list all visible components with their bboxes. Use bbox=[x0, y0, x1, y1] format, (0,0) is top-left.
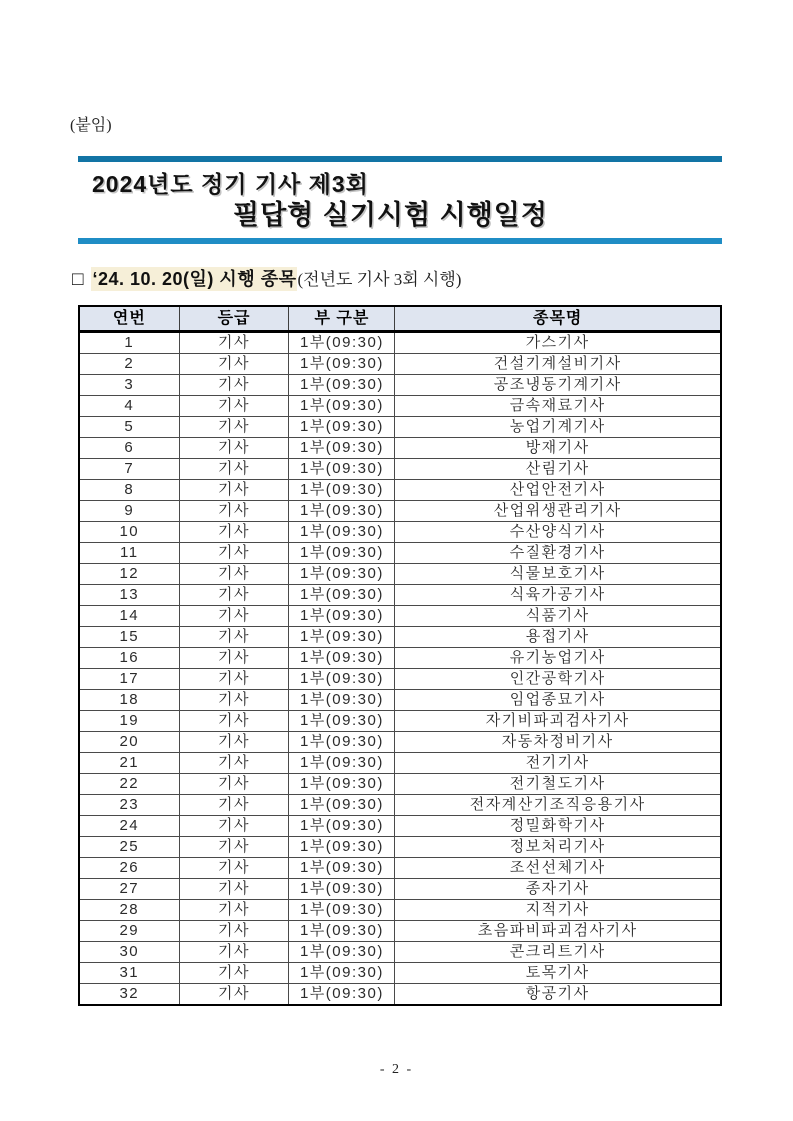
cell-subject: 콘크리트기사 bbox=[395, 942, 721, 963]
table-row bbox=[79, 879, 721, 900]
cell-session: 1부(09:30) bbox=[289, 711, 395, 732]
cell-grade: 기사 bbox=[179, 795, 289, 816]
cell-subject: 식품기사 bbox=[395, 606, 721, 627]
cell-session: 1부(09:30) bbox=[289, 669, 395, 690]
cell-grade: 기사 bbox=[179, 522, 289, 543]
attachment-label: (붙임) bbox=[70, 117, 112, 134]
cell-session: 1부(09:30) bbox=[289, 606, 395, 627]
section-heading-highlighted-text: ‘24. 10. 20(일) 시행 종목 bbox=[92, 269, 297, 289]
cell-grade: 기사 bbox=[179, 837, 289, 858]
cell-session: 1부(09:30) bbox=[289, 732, 395, 753]
cell-no: 3 bbox=[79, 375, 179, 396]
cell-session: 1부(09:30) bbox=[289, 879, 395, 900]
cell-no: 30 bbox=[79, 942, 179, 963]
cell-no: 10 bbox=[79, 522, 179, 543]
checkbox-square-icon: □ bbox=[72, 269, 84, 290]
cell-grade: 기사 bbox=[179, 753, 289, 774]
cell-no: 18 bbox=[79, 690, 179, 711]
cell-grade: 기사 bbox=[179, 375, 289, 396]
cell-grade: 기사 bbox=[179, 984, 289, 1006]
cell-no: 23 bbox=[79, 795, 179, 816]
table-row bbox=[79, 837, 721, 858]
title-top-rule bbox=[78, 156, 722, 162]
cell-no: 19 bbox=[79, 711, 179, 732]
cell-session: 1부(09:30) bbox=[289, 816, 395, 837]
table-row bbox=[79, 921, 721, 942]
cell-no: 17 bbox=[79, 669, 179, 690]
table-row bbox=[79, 942, 721, 963]
cell-subject: 인간공학기사 bbox=[395, 669, 721, 690]
cell-session: 1부(09:30) bbox=[289, 753, 395, 774]
table-row bbox=[79, 459, 721, 480]
cell-subject: 식육가공기사 bbox=[395, 585, 721, 606]
table-row bbox=[79, 543, 721, 564]
table-row bbox=[79, 774, 721, 795]
cell-subject: 건설기계설비기사 bbox=[395, 354, 721, 375]
table-row bbox=[79, 480, 721, 501]
cell-grade: 기사 bbox=[179, 900, 289, 921]
cell-grade: 기사 bbox=[179, 585, 289, 606]
cell-no: 22 bbox=[79, 774, 179, 795]
cell-session: 1부(09:30) bbox=[289, 942, 395, 963]
cell-no: 28 bbox=[79, 900, 179, 921]
cell-session: 1부(09:30) bbox=[289, 837, 395, 858]
cell-no: 29 bbox=[79, 921, 179, 942]
cell-grade: 기사 bbox=[179, 396, 289, 417]
table-row bbox=[79, 501, 721, 522]
table-row bbox=[79, 732, 721, 753]
cell-grade: 기사 bbox=[179, 543, 289, 564]
cell-session: 1부(09:30) bbox=[289, 564, 395, 585]
table-row bbox=[79, 753, 721, 774]
cell-session: 1부(09:30) bbox=[289, 417, 395, 438]
document-content bbox=[70, 0, 722, 1006]
table-row bbox=[79, 417, 721, 438]
table-row bbox=[79, 438, 721, 459]
cell-subject: 산업위생관리기사 bbox=[395, 501, 721, 522]
cell-subject: 용접기사 bbox=[395, 627, 721, 648]
table-row bbox=[79, 795, 721, 816]
cell-subject: 토목기사 bbox=[395, 963, 721, 984]
cell-session: 1부(09:30) bbox=[289, 438, 395, 459]
cell-grade: 기사 bbox=[179, 732, 289, 753]
cell-subject: 전기철도기사 bbox=[395, 774, 721, 795]
cell-subject: 전자계산기조직응용기사 bbox=[395, 795, 721, 816]
cell-session: 1부(09:30) bbox=[289, 543, 395, 564]
title-block bbox=[78, 156, 722, 244]
cell-session: 1부(09:30) bbox=[289, 795, 395, 816]
cell-session: 1부(09:30) bbox=[289, 375, 395, 396]
cell-grade: 기사 bbox=[179, 438, 289, 459]
cell-no: 12 bbox=[79, 564, 179, 585]
cell-grade: 기사 bbox=[179, 354, 289, 375]
cell-subject: 전기기사 bbox=[395, 753, 721, 774]
column-header-grade: 등급 bbox=[179, 306, 289, 332]
cell-no: 31 bbox=[79, 963, 179, 984]
cell-no: 4 bbox=[79, 396, 179, 417]
cell-subject: 수질환경기사 bbox=[395, 543, 721, 564]
cell-subject: 종자기사 bbox=[395, 879, 721, 900]
title-bottom-rule bbox=[78, 238, 722, 244]
cell-grade: 기사 bbox=[179, 606, 289, 627]
cell-subject: 유기농업기사 bbox=[395, 648, 721, 669]
table-row bbox=[79, 858, 721, 879]
cell-grade: 기사 bbox=[179, 417, 289, 438]
cell-subject: 공조냉동기계기사 bbox=[395, 375, 721, 396]
cell-grade: 기사 bbox=[179, 501, 289, 522]
cell-subject: 산림기사 bbox=[395, 459, 721, 480]
cell-session: 1부(09:30) bbox=[289, 921, 395, 942]
cell-grade: 기사 bbox=[179, 774, 289, 795]
table-row bbox=[79, 963, 721, 984]
cell-grade: 기사 bbox=[179, 627, 289, 648]
cell-subject: 임업종묘기사 bbox=[395, 690, 721, 711]
cell-grade: 기사 bbox=[179, 459, 289, 480]
cell-grade: 기사 bbox=[179, 963, 289, 984]
cell-session: 1부(09:30) bbox=[289, 648, 395, 669]
column-header-session: 부 구분 bbox=[289, 306, 395, 332]
table-row bbox=[79, 375, 721, 396]
exam-schedule-table bbox=[78, 305, 722, 1006]
section-heading bbox=[72, 266, 722, 293]
cell-subject: 지적기사 bbox=[395, 900, 721, 921]
cell-no: 25 bbox=[79, 837, 179, 858]
cell-subject: 초음파비파괴검사기사 bbox=[395, 921, 721, 942]
table-row bbox=[79, 585, 721, 606]
cell-no: 26 bbox=[79, 858, 179, 879]
cell-grade: 기사 bbox=[179, 648, 289, 669]
cell-no: 13 bbox=[79, 585, 179, 606]
table-row bbox=[79, 648, 721, 669]
cell-grade: 기사 bbox=[179, 480, 289, 501]
table-row bbox=[79, 711, 721, 732]
table-row bbox=[79, 816, 721, 837]
table-row bbox=[79, 627, 721, 648]
cell-no: 2 bbox=[79, 354, 179, 375]
cell-subject: 정보처리기사 bbox=[395, 837, 721, 858]
cell-no: 24 bbox=[79, 816, 179, 837]
cell-no: 14 bbox=[79, 606, 179, 627]
cell-session: 1부(09:30) bbox=[289, 459, 395, 480]
cell-no: 5 bbox=[79, 417, 179, 438]
cell-grade: 기사 bbox=[179, 921, 289, 942]
cell-grade: 기사 bbox=[179, 332, 289, 354]
table-header-row bbox=[79, 306, 721, 332]
table-row bbox=[79, 669, 721, 690]
cell-no: 15 bbox=[79, 627, 179, 648]
cell-no: 1 bbox=[79, 332, 179, 354]
cell-no: 16 bbox=[79, 648, 179, 669]
cell-subject: 조선선체기사 bbox=[395, 858, 721, 879]
column-header-no: 연번 bbox=[79, 306, 179, 332]
cell-session: 1부(09:30) bbox=[289, 501, 395, 522]
section-heading-note: (전년도 기사 3회 시행) bbox=[297, 270, 462, 289]
page-number: - 2 - bbox=[379, 1062, 414, 1077]
cell-subject: 자동차정비기사 bbox=[395, 732, 721, 753]
table-row bbox=[79, 564, 721, 585]
cell-grade: 기사 bbox=[179, 942, 289, 963]
cell-no: 8 bbox=[79, 480, 179, 501]
cell-subject: 정밀화학기사 bbox=[395, 816, 721, 837]
table-row bbox=[79, 332, 721, 354]
table-row bbox=[79, 522, 721, 543]
table-row bbox=[79, 690, 721, 711]
cell-session: 1부(09:30) bbox=[289, 354, 395, 375]
cell-subject: 산업안전기사 bbox=[395, 480, 721, 501]
column-header-subject: 종목명 bbox=[395, 306, 721, 332]
cell-session: 1부(09:30) bbox=[289, 396, 395, 417]
cell-no: 32 bbox=[79, 984, 179, 1006]
cell-subject: 식물보호기사 bbox=[395, 564, 721, 585]
cell-no: 6 bbox=[79, 438, 179, 459]
cell-grade: 기사 bbox=[179, 564, 289, 585]
cell-session: 1부(09:30) bbox=[289, 774, 395, 795]
table-header bbox=[79, 306, 721, 332]
cell-subject: 항공기사 bbox=[395, 984, 721, 1006]
cell-no: 27 bbox=[79, 879, 179, 900]
cell-session: 1부(09:30) bbox=[289, 332, 395, 354]
table-row bbox=[79, 354, 721, 375]
cell-grade: 기사 bbox=[179, 669, 289, 690]
cell-subject: 수산양식기사 bbox=[395, 522, 721, 543]
table-row bbox=[79, 396, 721, 417]
document-title-line2: 필답형 실기시험 시행일정 bbox=[233, 200, 548, 230]
cell-session: 1부(09:30) bbox=[289, 900, 395, 921]
cell-session: 1부(09:30) bbox=[289, 858, 395, 879]
cell-session: 1부(09:30) bbox=[289, 522, 395, 543]
cell-session: 1부(09:30) bbox=[289, 690, 395, 711]
cell-grade: 기사 bbox=[179, 816, 289, 837]
cell-no: 9 bbox=[79, 501, 179, 522]
cell-grade: 기사 bbox=[179, 711, 289, 732]
cell-session: 1부(09:30) bbox=[289, 963, 395, 984]
table-row bbox=[79, 984, 721, 1006]
cell-grade: 기사 bbox=[179, 879, 289, 900]
table-body bbox=[79, 332, 721, 1006]
cell-grade: 기사 bbox=[179, 690, 289, 711]
cell-no: 11 bbox=[79, 543, 179, 564]
cell-session: 1부(09:30) bbox=[289, 984, 395, 1006]
cell-no: 21 bbox=[79, 753, 179, 774]
cell-subject: 금속재료기사 bbox=[395, 396, 721, 417]
cell-subject: 가스기사 bbox=[395, 332, 721, 354]
cell-grade: 기사 bbox=[179, 858, 289, 879]
cell-subject: 농업기계기사 bbox=[395, 417, 721, 438]
cell-no: 20 bbox=[79, 732, 179, 753]
cell-no: 7 bbox=[79, 459, 179, 480]
cell-subject: 자기비파괴검사기사 bbox=[395, 711, 721, 732]
cell-session: 1부(09:30) bbox=[289, 627, 395, 648]
cell-subject: 방재기사 bbox=[395, 438, 721, 459]
cell-session: 1부(09:30) bbox=[289, 585, 395, 606]
table-row bbox=[79, 900, 721, 921]
document-title-line1: 2024년도 정기 기사 제3회 bbox=[92, 171, 369, 197]
table-row bbox=[79, 606, 721, 627]
cell-session: 1부(09:30) bbox=[289, 480, 395, 501]
